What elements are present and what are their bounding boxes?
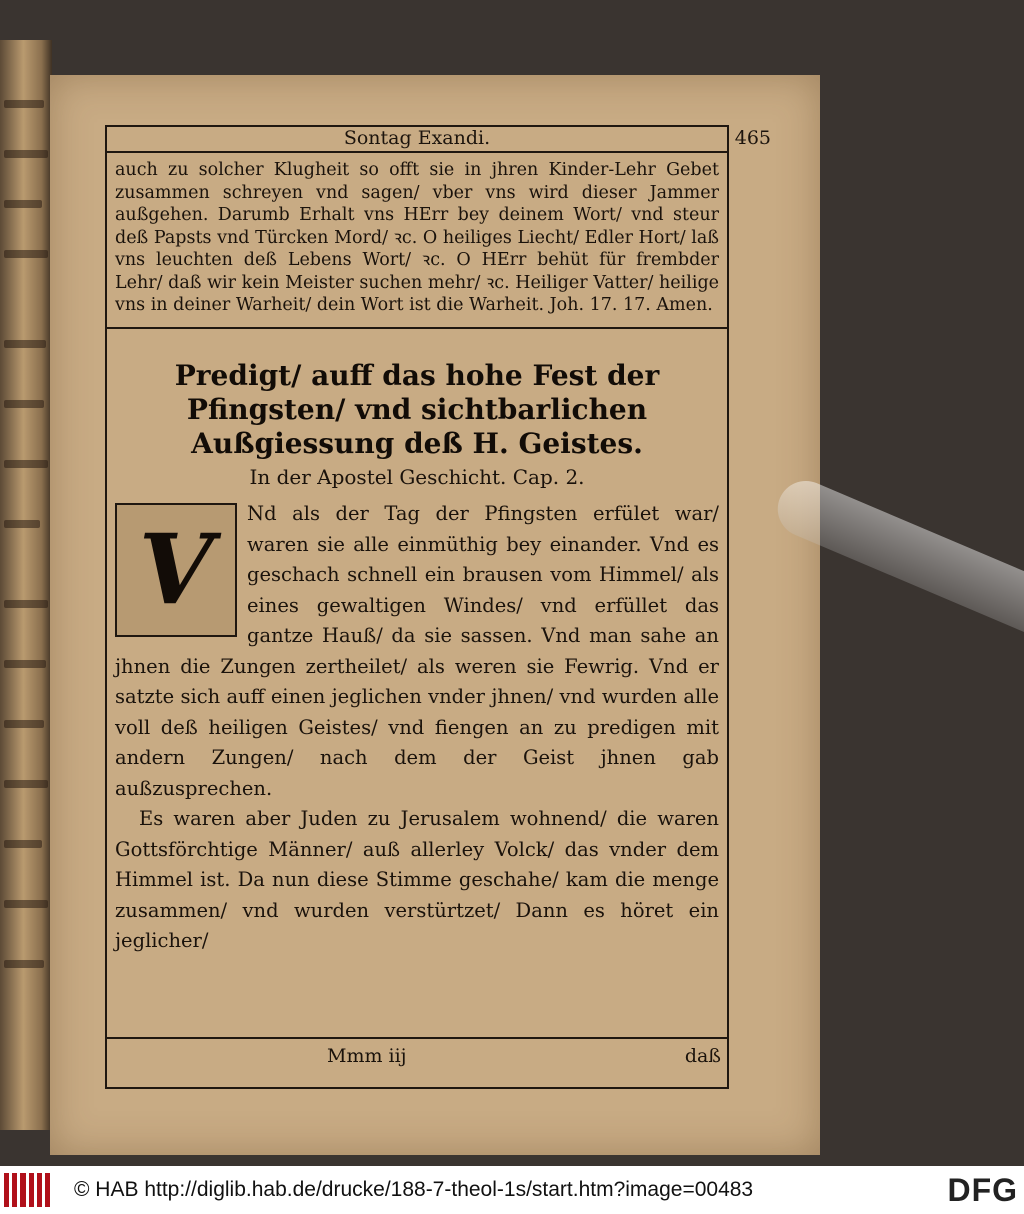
signature-mark: Mmm iij bbox=[327, 1045, 407, 1067]
page-number: 465 bbox=[734, 127, 771, 149]
dfg-logo: DFG bbox=[947, 1172, 1018, 1208]
decorated-initial: V bbox=[115, 503, 237, 637]
catchword: daß bbox=[684, 1045, 721, 1067]
section-divider bbox=[107, 327, 727, 329]
closing-prayer-text: auch zu solcher Klugheit so offt sie in jhren Kinder-Lehr Gebet zusammen schreyen vnd sagen/ vber vns wird dieser Jammer außgehen. Darumb Erhalt vns HErr bey deinem Wort/ vnd steur deß Papsts vnd Türcken Mord/ ꝛc. O heiliges Liecht/ Edler Hort/ laß vns leuchten deß Lebens Wort/ ꝛc. O HErr behüt für frembder Lehr/ daß wir kein Meister suchen mehr/ ꝛc. Heiliger Vatter/ heilige vns in deiner Warheit/ dein Wort ist die Warheit. Joh. 17. 17. Amen. bbox=[115, 160, 719, 315]
header-rule bbox=[107, 151, 727, 153]
body-paragraph-2: Es waren aber Juden zu Jerusalem wohnend/ die waren Gottsförchtige Männer/ auß allerley Volck/ das vnder dem Himmel ist. Da nun diese Stimme geschahe/ kam die menge zusammen/ vnd wurden verstürtzet/ Dann es höret ein jeglicher/ bbox=[115, 807, 719, 952]
facing-page-edge bbox=[0, 40, 52, 1130]
library-logo-icon bbox=[4, 1173, 50, 1207]
sermon-title: Predigt/ auff das hohe Fest der Pfingsten/ vnd sichtbarlichen Außgiessung deß H. Geistes. bbox=[174, 359, 660, 460]
sermon-body bbox=[115, 499, 719, 957]
copyright-url[interactable]: © HAB http://diglib.hab.de/drucke/188-7-theol-1s/start.htm?image=00483 bbox=[74, 1178, 754, 1201]
text-frame bbox=[105, 125, 771, 1089]
body-paragraph-1: Nd als der Tag der Pfingsten erfület war/ waren sie alle einmüthig bey einander. Vnd es geschach schnell ein brausen vom Himmel/ als eines gewaltigen Windes/ vnd erfüllet das gantze Hauß/ da sie sassen. Vnd man sahe an jhnen die Zungen zertheilet/ als weren sie Fewrig. Vnd er satzte sich auff einen jeglichen vnder jhnen/ vnd wurden alle voll deß heiligen Geistes/ vnd fiengen an zu predigen mit andern Zungen/ nach dem der Geist jhnen gab außzusprechen. bbox=[115, 502, 719, 800]
book-page bbox=[50, 75, 820, 1155]
scripture-reference: In der Apostel Geschicht. Cap. 2. bbox=[249, 465, 585, 489]
footer-bar bbox=[0, 1166, 1024, 1214]
running-head: Sontag Exandi. bbox=[343, 127, 491, 149]
footer-rule bbox=[107, 1037, 727, 1039]
